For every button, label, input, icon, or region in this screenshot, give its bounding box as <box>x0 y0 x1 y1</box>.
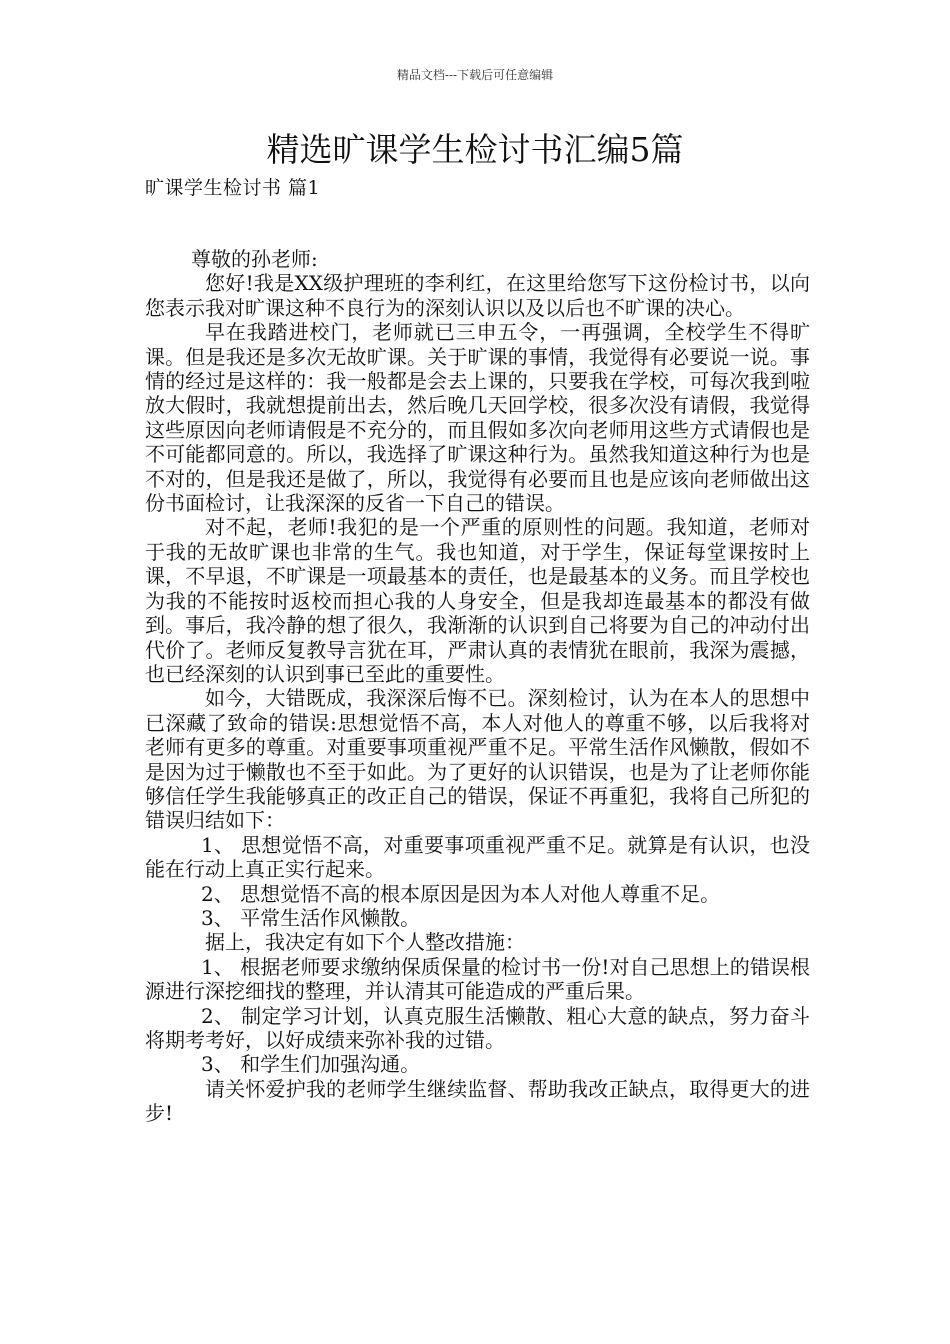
paragraph-apology: 对不起，老师!我犯的是一个严重的原则性的问题。我知道，老师对于我的无故旷课也非常的生气。我也知道，对于学生，保证每堂课按时上课，不早退，不旷课是一项最基本的责任，也是最基本的义务。而且学校也为我的不能按时返校而担心我的人身安全，但是我却连最基本的都没有做到。事后，我冷静的想了很久，我渐渐的认识到自己将要为自己的冲动付出代价了。老师反复教导言犹在耳，严肃认真的表情犹在眼前，我深为震撼，也已经深刻的认识到事已至此的重要性。 <box>145 515 810 686</box>
salutation: 尊敬的孙老师: <box>191 247 318 271</box>
measure-item-2: 2、 制定学习计划，认真克服生活懒散、粗心大意的缺点，努力奋斗将期考考好，以好成绩来弥补我的过错。 <box>145 1003 810 1052</box>
section-heading: 旷课学生检讨书 篇1 <box>145 177 321 199</box>
page-header-note: 精品文档---下载后可任意编辑 <box>396 68 554 82</box>
measure-item-3: 3、 和学生们加强沟通。 <box>201 1052 421 1077</box>
paragraph-reflection: 如今，大错既成，我深深后悔不已。深刻检讨，认为在本人的思想中已深藏了致命的错误:思想觉悟不高，本人对他人的尊重不够，以后我将对老师有更多的尊重。对重要事项重视严重不足。平常生活作风懒散，假如不是因为过于懒散也不至于如此。为了更好的认识错误，也是为了让老师你能够信任学生我能够真正的改正自己的错误，保证不再重犯，我将自己所犯的错误归结如下： <box>145 686 810 833</box>
paragraph-background: 早在我踏进校门，老师就已三申五令，一再强调，全校学生不得旷课。但是我还是多次无故旷课。关于旷课的事情，我觉得有必要说一说。事情的经过是这样的：我一般都是会去上课的，只要我在学校，可每次我到啦放大假时，我就想提前出去，然后晚几天回学校，很多次没有请假，我觉得这些原因向老师请假是不充分的，而且假如多次向老师用这些方式请假也是不可能都同意的。所以，我选择了旷课这种行为。虽然我知道这种行为也是不对的，但是我还是做了，所以，我觉得有必要而且也是应该向老师做出这份书面检讨，让我深深的反省一下自己的错误。 <box>145 320 810 516</box>
closing-paragraph: 请关怀爱护我的老师学生继续监督、帮助我改正缺点，取得更大的进步! <box>145 1076 810 1126</box>
letter-body <box>145 247 810 1126</box>
error-item-1: 1、 思想觉悟不高，对重要事项重视严重不足。就算是有认识，也没能在行动上真正实行起来。 <box>145 832 810 882</box>
document-title: 精选旷课学生检讨书汇编5篇 <box>266 130 684 169</box>
error-item-3: 3、 平常生活作风懒散。 <box>201 905 421 930</box>
measures-intro: 据上，我决定有如下个人整改措施： <box>205 930 525 955</box>
measure-item-1: 1、 根据老师要求缴纳保质保量的检讨书一份!对自己思想上的错误根源进行深挖细找的整理，并认清其可能造成的严重后果。 <box>145 954 810 1004</box>
paragraph-intro: 您好!我是XX级护理班的李利红，在这里给您写下这份检讨书，以向您表示我对旷课这种不良行为的深刻认识以及以后也不旷课的决心。 <box>145 271 810 320</box>
error-item-2: 2、 思想觉悟不高的根本原因是因为本人对他人尊重不足。 <box>201 881 721 906</box>
